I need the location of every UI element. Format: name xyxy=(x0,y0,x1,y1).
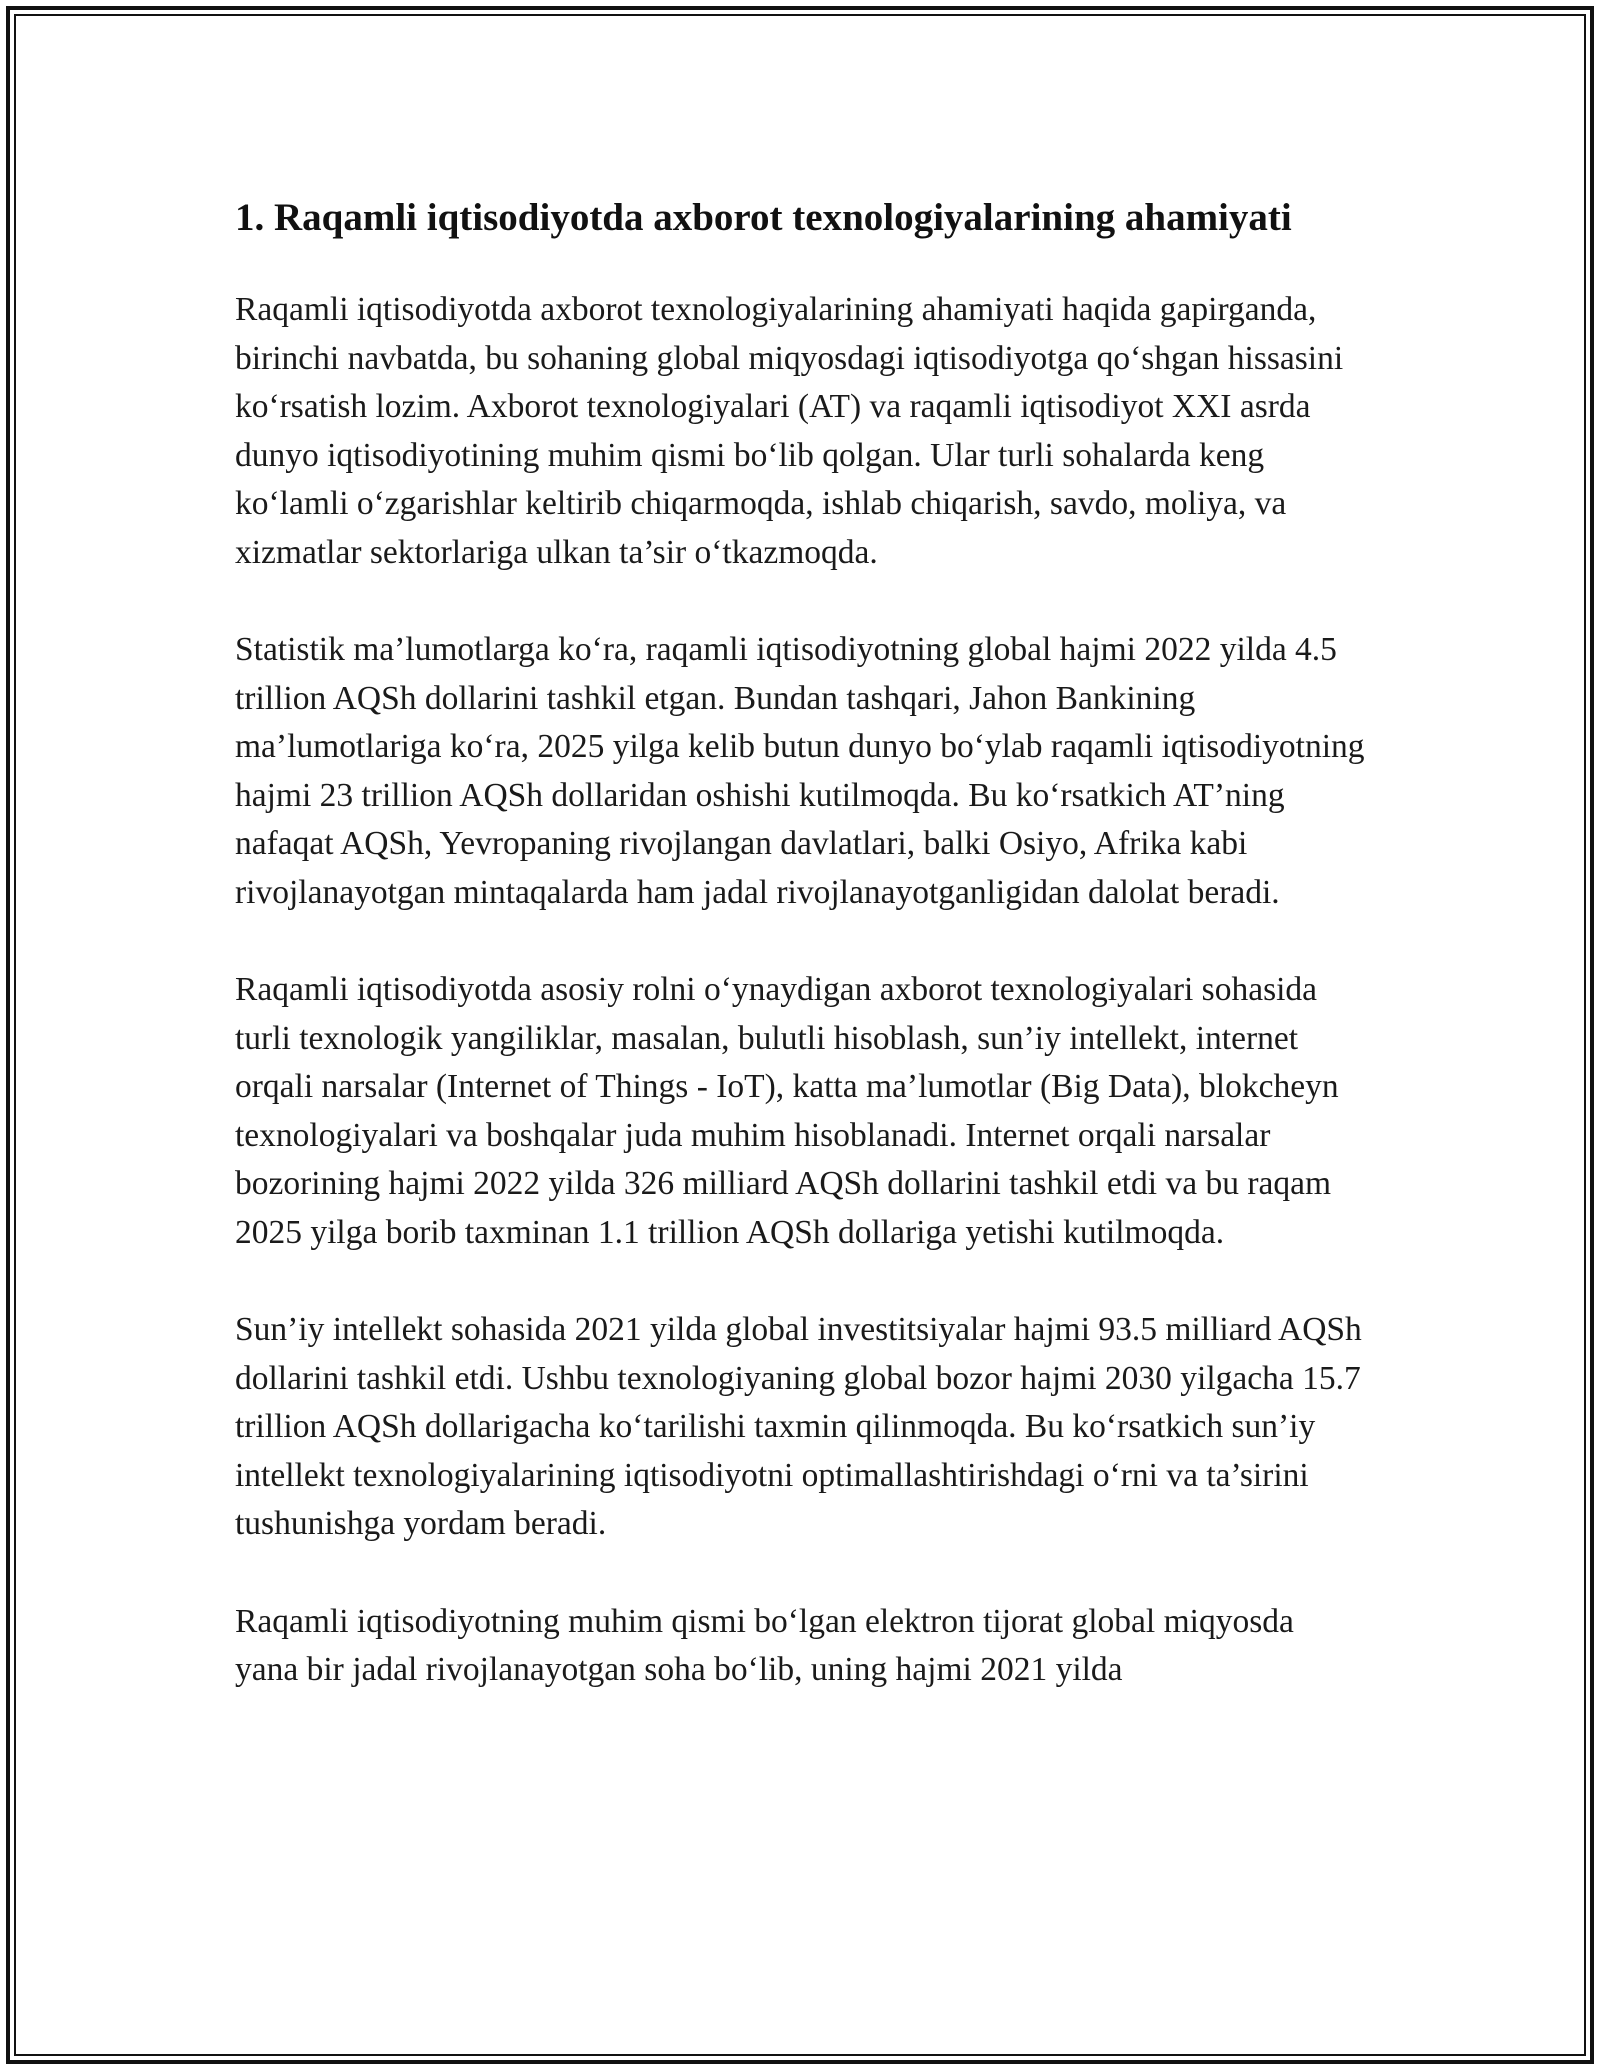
paragraph-2: Statistik ma’lumotlarga ko‘ra, raqamli iqtisodiyotning global hajmi 2022 yilda 4.5 trillion AQSh dollarini tashkil etgan. Bundan tashqari, Jahon Bankining ma’lumotlariga ko‘ra, 2025 yilga kelib butun dunyo bo‘ylab raqamli iqtisodiyotning hajmi 23 trillion AQSh dollaridan oshishi kutilmoqda. Bu ko‘rsatkich AT’ning nafaqat AQSh, Yevropaning rivojlangan davlatlari, balki Osiyo, Afrika kabi rivojlanayotgan mintaqalarda ham jadal rivojlanayotganligidan dalolat beradi. xyxy=(235,631,1365,911)
paragraph-4: Sun’iy intellekt sohasida 2021 yilda global investitsiyalar hajmi 93.5 milliard AQSh dollarini tashkil etdi. Ushbu texnologiyaning global bozor hajmi 2030 yilgacha 15.7 trillion AQSh dollarigacha ko‘tarilishi taxmin qilinmoqda. Bu ko‘rsatkich sun’iy intellekt texnologiyalarining iqtisodiyotni optimallashtirishdagi o‘rni va ta’sirini tushunishga yordam beradi. xyxy=(235,1311,1362,1542)
paragraph-3: Raqamli iqtisodiyotda asosiy rolni o‘ynaydigan axborot texnologiyalari sohasida turli texnologik yangiliklar, masalan, bulutli hisoblash, sun’iy intellekt, internet orqali narsalar (Internet of Things - IoT), katta ma’lumotlar (Big Data), blokcheyn texnologiyalari va boshqalar juda muhim hisoblanadi. Internet orqali narsalar bozorining hajmi 2022 yilda 326 milliard AQSh dollarini tashkil etdi va bu raqam 2025 yilga borib taxminan 1.1 trillion AQSh dollariga yetishi kutilmoqda. xyxy=(235,971,1339,1251)
section-heading: 1. Raqamli iqtisodiyotda axborot texnologiyalarining ahamiyati xyxy=(235,196,1292,239)
paragraph-5: Raqamli iqtisodiyotning muhim qismi bo‘lgan elektron tijorat global miqyosda yana bir jadal rivojlanayotgan soha bo‘lib, uning hajmi 2021 yilda xyxy=(235,1602,1294,1688)
paragraph-1: Raqamli iqtisodiyotda axborot texnologiyalarining ahamiyati haqida gapirganda, birinchi navbatda, bu sohaning global miqyosdagi iqtisodiyotga qo‘shgan hissasini ko‘rsatish lozim. Axborot texnologiyalari (AT) va raqamli iqtisodiyot XXI asrda dunyo iqtisodiyotining muhim qismi bo‘lib qolgan. Ular turli sohalarda keng ko‘lamli o‘zgarishlar keltirib chiqarmoqda, ishlab chiqarish, savdo, moliya, va xizmatlar sektorlariga ulkan ta’sir o‘tkazmoqda. xyxy=(235,291,1344,571)
document-body xyxy=(235,190,1365,1744)
